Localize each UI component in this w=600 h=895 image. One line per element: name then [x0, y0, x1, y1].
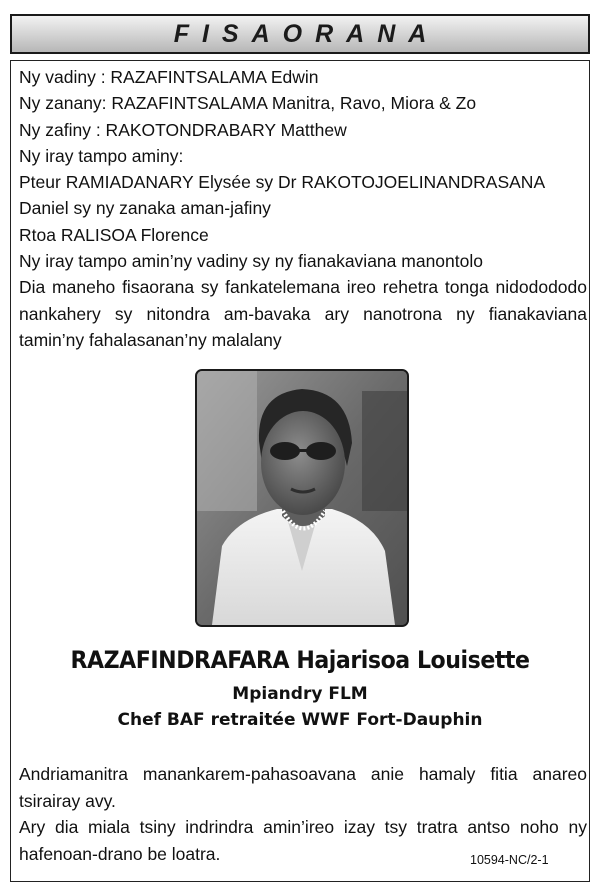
- family-line-spouse: Ny vadiny : RAZAFINTSALAMA Edwin: [19, 67, 319, 87]
- family-line-siblings: Pteur RAMIADANARY Elysée sy Dr RAKOTOJOELINANDRASANA: [19, 172, 546, 193]
- family-line-sister: Rtoa RALISOA Florence: [19, 224, 209, 245]
- family-line-children: Ny zanany: RAZAFINTSALAMA Manitra, Ravo, Miora & Zo: [19, 93, 477, 114]
- header-banner: [10, 14, 590, 54]
- deceased-name: RAZAFINDRAFARA Hajarisoa Louisette: [70, 646, 530, 674]
- family-list: [19, 64, 587, 353]
- portrait-photo: [195, 369, 409, 627]
- deceased-title: Chef BAF retraitée WWF Fort-Dauphin: [117, 710, 483, 730]
- thanks-paragraph: Dia maneho fisaorana sy fankatelemana ireo rehetra tonga nidodododo nankahery sy nitondra am-bavaka ary nanotrona ny fianakaviana tamin’ny fahalasanan’ny malalany: [19, 277, 587, 350]
- family-line-spouse-siblings: Ny iray tampo amin’ny vadiny sy ny fianakaviana manontolo: [19, 251, 483, 272]
- portrait-image: [197, 371, 407, 625]
- deceased-role: Mpiandry FLM: [232, 684, 368, 704]
- family-line-siblings-cont: Daniel sy ny zanaka aman-jafiny: [19, 198, 271, 219]
- page-title: FISAORANA: [173, 19, 440, 48]
- closing-text: [19, 761, 587, 867]
- family-line-grandchildren: Ny zafiny : RAKOTONDRABARY Matthew: [19, 119, 347, 140]
- reference-number: 10594-NC/2-1: [470, 853, 549, 867]
- family-line-siblings-heading: Ny iray tampo aminy:: [19, 145, 184, 166]
- closing-paragraph-blessing: Andriamanitra manankarem-pahasoavana anie hamaly fitia anareo tsirairay avy.: [19, 764, 587, 811]
- closing-paragraph-apology: Ary dia miala tsiny indrindra amin’ireo izay tsy tratra antso noho ny hafenoan-drano be loatra.: [19, 817, 587, 864]
